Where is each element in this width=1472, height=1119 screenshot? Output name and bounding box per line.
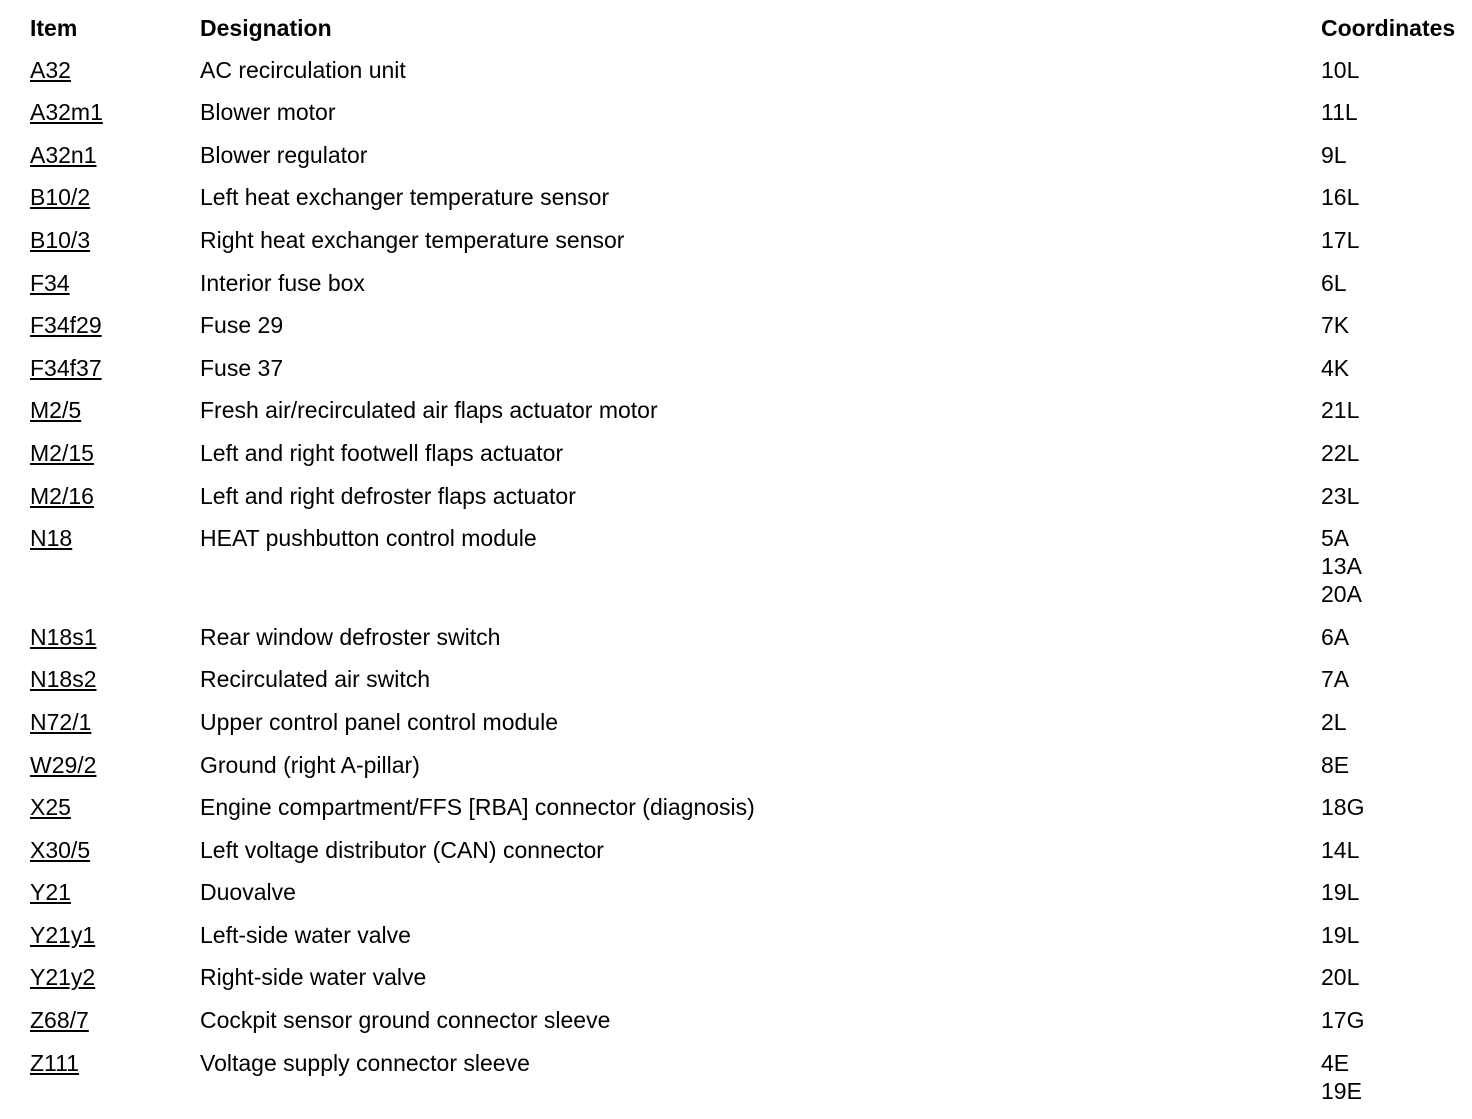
designation-cell: Cockpit sensor ground connector sleeve [200,1007,611,1034]
coordinate-value: 14L [1321,836,1360,863]
designation-cell: Fresh air/recirculated air flaps actuator motor [200,397,658,424]
designation-cell: Ground (right A-pillar) [200,751,420,778]
item-link[interactable]: N18 [30,525,73,552]
table-row [30,354,1470,382]
coordinate-value: 7A [1321,666,1350,693]
item-link[interactable]: F34f37 [30,354,102,381]
coordinate-value: 23L [1321,482,1360,509]
coordinate-value: 20L [1321,964,1360,991]
coordinates-cell [1321,56,1470,84]
item-cell [30,354,200,382]
table-row [30,708,1470,736]
item-link[interactable]: Y21 [30,879,71,906]
item-link[interactable]: A32n1 [30,141,97,168]
designation-cell: Interior fuse box [200,269,365,296]
coordinate-value: 19L [1321,921,1360,948]
coordinates-cell [1321,98,1470,126]
designation-cell: Left heat exchanger temperature sensor [200,184,610,211]
item-link[interactable]: Z68/7 [30,1007,89,1034]
designation-cell: Left and right footwell flaps actuator [200,439,564,466]
table-row [30,836,1470,864]
coordinate-value: 22L [1321,439,1360,466]
item-cell [30,793,200,821]
coordinates-cell [1321,921,1470,949]
item-cell [30,311,200,339]
designation-cell: Fuse 29 [200,312,284,339]
designation-cell: Duovalve [200,879,296,906]
coordinates-cell [1321,482,1470,510]
table-row [30,226,1470,254]
coordinate-value: 4K [1321,354,1350,381]
item-link[interactable]: A32m1 [30,99,103,126]
coordinate-value: 17L [1321,226,1360,253]
header-designation: Designation [200,15,332,41]
designation-cell: AC recirculation unit [200,56,406,83]
item-link[interactable]: Y21y2 [30,964,96,991]
designation-cell: Fuse 37 [200,354,284,381]
coordinate-value: 8E [1321,751,1350,778]
designation-cell: Blower regulator [200,141,368,168]
table-row [30,623,1470,651]
table-row [30,878,1470,906]
coordinates-cell [1321,708,1470,736]
table-row [30,56,1470,84]
item-link[interactable]: X30/5 [30,836,91,863]
item-link[interactable]: N18s2 [30,666,97,693]
coordinate-value: 4E [1321,1049,1350,1076]
coordinates-cell [1321,183,1470,211]
designation-cell: Rear window defroster switch [200,623,501,650]
coordinate-value: 11L [1321,99,1358,126]
item-link[interactable]: Y21y1 [30,921,96,948]
coordinates-cell [1321,269,1470,297]
coordinate-value: 2L [1321,708,1347,735]
table-body [30,56,1470,1105]
item-link[interactable]: B10/2 [30,184,91,211]
item-cell [30,524,200,552]
designation-cell: Left voltage distributor (CAN) connector [200,836,604,863]
coordinate-value: 7K [1321,312,1350,339]
coordinates-cell [1321,354,1470,382]
table-row [30,311,1470,339]
table-row [30,482,1470,510]
designation-cell: Right-side water valve [200,964,427,991]
coordinate-value: 5A [1321,525,1350,552]
item-cell [30,226,200,254]
item-cell [30,921,200,949]
item-link[interactable]: N72/1 [30,708,92,735]
table-row [30,141,1470,169]
item-cell [30,751,200,779]
item-cell [30,1049,200,1077]
item-link[interactable]: A32 [30,56,71,83]
item-cell [30,836,200,864]
item-cell [30,623,200,651]
table-row [30,751,1470,779]
coordinate-value: 6L [1321,269,1347,296]
coordinates-cell [1321,963,1470,991]
item-link[interactable]: Z111 [30,1049,80,1076]
item-link[interactable]: X25 [30,794,71,821]
table-row [30,524,1470,608]
item-cell [30,665,200,693]
table-row [30,665,1470,693]
item-link[interactable]: M2/15 [30,439,94,466]
table-row [30,269,1470,297]
item-cell [30,269,200,297]
coordinate-value: 6A [1321,623,1350,650]
table-row [30,963,1470,991]
table-header-row [30,14,1470,42]
coordinates-cell [1321,311,1470,339]
coordinates-cell [1321,793,1470,821]
designation-cell: Left and right defroster flaps actuator [200,482,576,509]
component-legend-table [30,14,1470,1119]
coordinate-value: 19L [1321,879,1360,906]
coordinate-value: 20A [1321,581,1362,608]
item-link[interactable]: M2/5 [30,397,82,424]
coordinates-cell [1321,396,1470,424]
item-link[interactable]: W29/2 [30,751,97,778]
item-cell [30,141,200,169]
designation-cell: Right heat exchanger temperature sensor [200,226,625,253]
coordinates-cell [1321,623,1470,651]
designation-cell: Left-side water valve [200,921,411,948]
coordinates-cell [1321,524,1470,608]
table-row [30,439,1470,467]
coordinate-value: 9L [1321,141,1347,168]
item-cell [30,56,200,84]
coordinates-cell [1321,836,1470,864]
table-row [30,396,1470,424]
table-row [30,98,1470,126]
coordinate-value: 17G [1321,1007,1365,1034]
table-row [30,1006,1470,1034]
designation-cell: HEAT pushbutton control module [200,525,537,552]
item-cell [30,482,200,510]
coordinates-cell [1321,1049,1470,1105]
item-link[interactable]: M2/16 [30,482,94,509]
coordinate-value: 16L [1321,184,1360,211]
item-cell [30,963,200,991]
item-cell [30,1006,200,1034]
designation-cell: Blower motor [200,99,336,126]
table-row [30,921,1470,949]
coordinates-cell [1321,751,1470,779]
designation-cell: Upper control panel control module [200,708,558,735]
designation-cell: Recirculated air switch [200,666,431,693]
coordinates-cell [1321,226,1470,254]
item-cell [30,878,200,906]
header-coordinates: Coordinates [1321,15,1456,41]
item-cell [30,183,200,211]
header-item: Item [30,15,78,41]
coordinate-value: 10L [1321,56,1360,83]
item-link[interactable]: F34 [30,269,70,296]
table-row [30,1049,1470,1105]
coordinates-cell [1321,665,1470,693]
coordinate-value: 19E [1321,1077,1362,1104]
item-cell [30,98,200,126]
coordinates-cell [1321,878,1470,906]
table-row [30,183,1470,211]
coordinates-cell [1321,439,1470,467]
designation-cell: Voltage supply connector sleeve [200,1049,530,1076]
item-link[interactable]: N18s1 [30,623,97,650]
item-cell [30,396,200,424]
coordinate-value: 21L [1321,397,1360,424]
item-cell [30,708,200,736]
coordinate-value: 18G [1321,794,1365,821]
designation-cell: Engine compartment/FFS [RBA] connector (diagnosis) [200,794,755,821]
item-link[interactable]: F34f29 [30,312,102,339]
table-row [30,793,1470,821]
item-link[interactable]: B10/3 [30,226,91,253]
coordinates-cell [1321,141,1470,169]
coordinate-value: 13A [1321,553,1362,580]
coordinates-cell [1321,1006,1470,1034]
item-cell [30,439,200,467]
